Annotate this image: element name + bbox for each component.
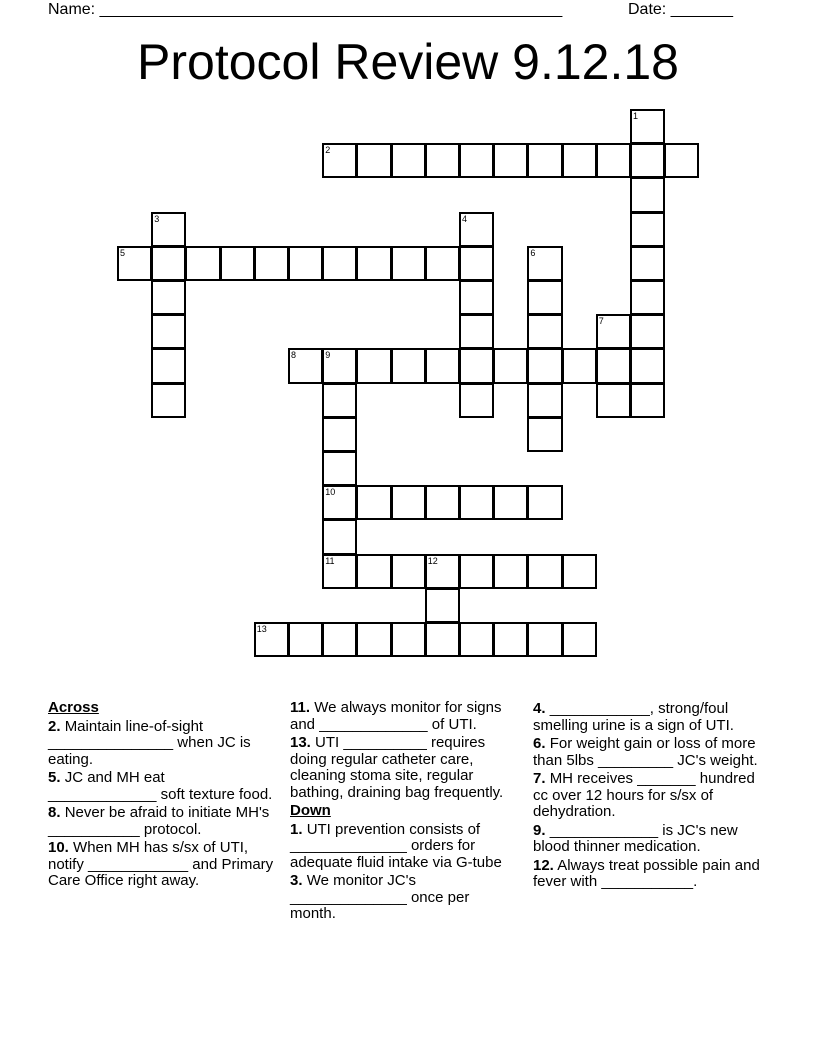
grid-cell[interactable]	[630, 109, 665, 144]
date-line: Date: _______	[628, 1, 733, 18]
grid-cell[interactable]	[630, 348, 665, 383]
grid-cell[interactable]	[254, 622, 289, 657]
cell-number: 4	[462, 213, 468, 224]
grid-cell[interactable]	[459, 246, 494, 281]
grid-cell[interactable]	[288, 348, 323, 383]
grid-cell[interactable]	[288, 246, 323, 281]
grid-cell[interactable]	[527, 348, 562, 383]
clue-across-5: 5. JC and MH eat _____________ soft texture food.	[48, 769, 273, 803]
grid-cell[interactable]	[322, 622, 357, 657]
grid-cell[interactable]	[596, 348, 631, 383]
grid-cell[interactable]	[630, 314, 665, 349]
grid-cell[interactable]	[322, 143, 357, 178]
grid-cell[interactable]	[117, 246, 152, 281]
cell-number: 2	[325, 145, 331, 156]
grid-cell[interactable]	[596, 383, 631, 418]
grid-cell[interactable]	[596, 314, 631, 349]
clue-across-2: 2. Maintain line-of-sight _______________ when JC is eating.	[48, 717, 251, 768]
clues-column-2	[290, 700, 516, 925]
grid-cell[interactable]	[425, 622, 460, 657]
grid-cell[interactable]	[527, 383, 562, 418]
grid-cell[interactable]	[151, 314, 186, 349]
grid-cell[interactable]	[630, 383, 665, 418]
grid-cell[interactable]	[425, 588, 460, 623]
clues-column-3	[533, 701, 763, 893]
cell-number: 10	[325, 487, 336, 498]
clue-down-12: 12. Always treat possible pain and fever with ___________.	[533, 856, 760, 890]
cell-number: 3	[154, 213, 160, 224]
grid-cell[interactable]	[425, 348, 460, 383]
grid-cell[interactable]	[322, 383, 357, 418]
grid-cell[interactable]	[459, 280, 494, 315]
grid-cell[interactable]	[459, 622, 494, 657]
cell-number: 11	[325, 555, 335, 566]
grid-cell[interactable]	[493, 348, 528, 383]
clue-down-6: 6. For weight gain or loss of more than 5lbs _________ JC's weight.	[533, 735, 758, 769]
cell-number: 6	[530, 247, 536, 258]
grid-cell[interactable]	[425, 485, 460, 520]
grid-cell[interactable]	[391, 554, 426, 589]
grid-cell[interactable]	[630, 143, 665, 178]
grid-cell[interactable]	[459, 554, 494, 589]
grid-cell[interactable]	[322, 246, 357, 281]
grid-cell[interactable]	[356, 622, 391, 657]
grid-cell[interactable]	[391, 485, 426, 520]
grid-cell[interactable]	[527, 554, 562, 589]
grid-cell[interactable]	[562, 554, 597, 589]
grid-cell[interactable]	[151, 280, 186, 315]
clue-across-8: 8. Never be afraid to initiate MH's ___________ protocol.	[48, 804, 270, 838]
grid-cell[interactable]	[596, 143, 631, 178]
grid-cell[interactable]	[151, 246, 186, 281]
down-heading: Down	[290, 802, 331, 819]
grid-cell[interactable]	[425, 246, 460, 281]
grid-cell[interactable]	[356, 246, 391, 281]
grid-cell[interactable]	[356, 485, 391, 520]
cell-number: 5	[120, 247, 126, 258]
grid-cell[interactable]	[322, 417, 357, 452]
grid-cell[interactable]	[322, 348, 357, 383]
grid-cell[interactable]	[527, 314, 562, 349]
grid-cell[interactable]	[459, 485, 494, 520]
clue-down-7: 7. MH receives _______ hundred cc over 12 hours for s/sx of dehydration.	[533, 770, 755, 820]
grid-cell[interactable]	[391, 348, 426, 383]
grid-cell[interactable]	[220, 246, 255, 281]
grid-cell[interactable]	[493, 143, 528, 178]
grid-cell[interactable]	[151, 383, 186, 418]
grid-cell[interactable]	[562, 348, 597, 383]
grid-cell[interactable]	[356, 348, 391, 383]
grid-cell[interactable]	[562, 143, 597, 178]
cell-number: 8	[291, 350, 297, 361]
puzzle-title: Protocol Review 9.12.18	[137, 34, 679, 90]
grid-cell[interactable]	[630, 177, 665, 212]
cell-number: 12	[427, 555, 438, 566]
grid-cell[interactable]	[425, 143, 460, 178]
cell-number: 1	[633, 111, 639, 121]
grid-cell[interactable]	[527, 622, 562, 657]
clue-across-13: 13. UTI __________ requires doing regular catheter care, cleaning stoma site, regular bathing, draining bag frequently.	[290, 734, 504, 801]
clue-down-9: 9. _____________ is JC's new blood thinner medication.	[533, 821, 738, 855]
grid-cell[interactable]	[527, 485, 562, 520]
grid-cell[interactable]	[185, 246, 220, 281]
grid-cell[interactable]	[459, 314, 494, 349]
grid-cell[interactable]	[151, 348, 186, 383]
grid-cell[interactable]	[459, 212, 494, 247]
grid-cell[interactable]	[322, 451, 357, 486]
grid-cell[interactable]	[493, 485, 528, 520]
grid-cell[interactable]	[322, 485, 357, 520]
grid-cell[interactable]	[459, 143, 494, 178]
grid-cell[interactable]	[527, 280, 562, 315]
grid-cell[interactable]	[425, 554, 460, 589]
grid-cell[interactable]	[391, 622, 426, 657]
name-line: Name: ____________________________________________________	[48, 1, 563, 18]
grid-cell[interactable]	[664, 143, 699, 178]
grid-cell[interactable]	[151, 212, 186, 247]
cell-number: 13	[256, 624, 267, 634]
grid-cell[interactable]	[527, 143, 562, 178]
clue-across-11: 11. We always monitor for signs and _____________ of UTI.	[290, 699, 502, 733]
grid-cell[interactable]	[562, 622, 597, 657]
grid-cell[interactable]	[493, 622, 528, 657]
grid-cell[interactable]	[527, 246, 562, 281]
grid-cell[interactable]	[630, 212, 665, 247]
grid-cell[interactable]	[459, 348, 494, 383]
cell-number: 7	[598, 316, 604, 327]
grid-cell[interactable]	[322, 519, 357, 554]
grid-cell[interactable]	[288, 622, 323, 657]
grid-cell[interactable]	[391, 143, 426, 178]
cell-number: 9	[325, 350, 331, 361]
clue-down-3: 3. We monitor JC's ______________ once per month.	[290, 872, 470, 922]
clues-column-1	[48, 700, 274, 892]
grid-cell[interactable]	[493, 554, 528, 589]
grid-cell[interactable]	[527, 417, 562, 452]
clue-down-1: 1. UTI prevention consists of ______________ orders for adequate fluid intake via G-tube	[290, 820, 502, 871]
grid-cell[interactable]	[322, 554, 357, 589]
grid-cell[interactable]	[254, 246, 289, 281]
grid-cell[interactable]	[391, 246, 426, 281]
grid-cell[interactable]	[459, 383, 494, 418]
grid-cell[interactable]	[356, 143, 391, 178]
clue-across-10: 10. When MH has s/sx of UTI, notify ____________ and Primary Care Office right away.	[48, 839, 274, 889]
grid-cell[interactable]	[630, 246, 665, 281]
clue-down-4: 4. ____________, strong/foul smelling urine is a sign of UTI.	[533, 700, 734, 734]
grid-cell[interactable]	[356, 554, 391, 589]
grid-cell[interactable]	[630, 280, 665, 315]
across-heading: Across	[48, 699, 99, 716]
